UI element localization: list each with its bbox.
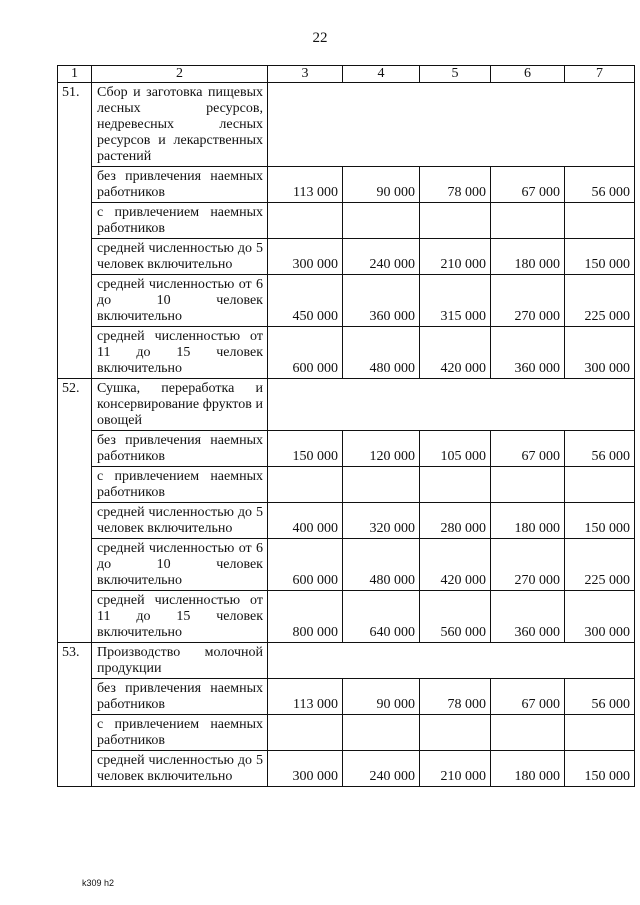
value-cell-col5 (420, 715, 491, 751)
activity-title: Производство молочной продукции (92, 643, 268, 679)
row-description: без привлечения наемных работников (92, 167, 268, 203)
value-cell-col7 (565, 467, 635, 503)
item-number: 52. (58, 379, 92, 643)
value-cell-col4: 240 000 (343, 239, 420, 275)
value-cell-col7: 150 000 (565, 239, 635, 275)
row-description: средней численностью от 11 до 15 человек включительно (92, 591, 268, 643)
row-description: без привлечения наемных работников (92, 679, 268, 715)
table-body (58, 83, 635, 787)
value-cell-col7: 225 000 (565, 275, 635, 327)
value-cell-col7: 56 000 (565, 679, 635, 715)
activity-title: Сушка, переработка и консервирование фруктов и овощей (92, 379, 268, 431)
value-cell-col6 (491, 715, 565, 751)
value-cell-col4 (343, 203, 420, 239)
column-header-7: 7 (565, 66, 635, 83)
value-cell-col7: 225 000 (565, 539, 635, 591)
value-cell-col4: 90 000 (343, 167, 420, 203)
value-cell-col5: 315 000 (420, 275, 491, 327)
value-cell-col7: 150 000 (565, 751, 635, 787)
value-cell-col6: 67 000 (491, 679, 565, 715)
title-value-area (268, 643, 635, 679)
column-header-4: 4 (343, 66, 420, 83)
item-number: 51. (58, 83, 92, 379)
value-cell-col5: 420 000 (420, 327, 491, 379)
column-number-row (58, 66, 635, 83)
value-cell-col6: 67 000 (491, 431, 565, 467)
column-header-6: 6 (491, 66, 565, 83)
activity-title: Сбор и заготовка пищевых лесных ресурсов, недревесных лесных ресурсов и лекарственных растений (92, 83, 268, 167)
table-row (58, 503, 635, 539)
value-cell-col6 (491, 203, 565, 239)
value-cell-col5 (420, 203, 491, 239)
title-value-area (268, 83, 635, 167)
value-cell-col3: 113 000 (268, 167, 343, 203)
table-row (58, 239, 635, 275)
value-cell-col6: 180 000 (491, 503, 565, 539)
value-cell-col4: 120 000 (343, 431, 420, 467)
group-title-row (58, 643, 635, 679)
table-row (58, 679, 635, 715)
value-cell-col5: 210 000 (420, 239, 491, 275)
row-description: средней численностью от 6 до 10 человек включительно (92, 539, 268, 591)
value-cell-col7: 300 000 (565, 327, 635, 379)
value-cell-col4: 480 000 (343, 327, 420, 379)
value-cell-col7: 150 000 (565, 503, 635, 539)
value-cell-col6 (491, 467, 565, 503)
value-cell-col5: 420 000 (420, 539, 491, 591)
value-cell-col3 (268, 715, 343, 751)
row-description: средней численностью до 5 человек включительно (92, 239, 268, 275)
value-cell-col5: 210 000 (420, 751, 491, 787)
row-description: средней численностью от 11 до 15 человек включительно (92, 327, 268, 379)
group-title-row (58, 379, 635, 431)
value-cell-col3: 800 000 (268, 591, 343, 643)
value-cell-col5: 560 000 (420, 591, 491, 643)
value-cell-col6: 180 000 (491, 751, 565, 787)
row-description: средней численностью от 6 до 10 человек включительно (92, 275, 268, 327)
value-cell-col4: 640 000 (343, 591, 420, 643)
value-cell-col3: 150 000 (268, 431, 343, 467)
table-row (58, 591, 635, 643)
row-description: с привлечением наемных работников (92, 715, 268, 751)
value-cell-col5: 280 000 (420, 503, 491, 539)
value-cell-col3: 300 000 (268, 751, 343, 787)
table-row (58, 203, 635, 239)
column-header-3: 3 (268, 66, 343, 83)
tariff-table-wrapper (57, 65, 634, 787)
row-description: с привлечением наемных работников (92, 467, 268, 503)
value-cell-col3: 400 000 (268, 503, 343, 539)
value-cell-col5: 105 000 (420, 431, 491, 467)
column-header-2: 2 (92, 66, 268, 83)
value-cell-col4: 240 000 (343, 751, 420, 787)
row-description: средней численностью до 5 человек включительно (92, 503, 268, 539)
table-row (58, 431, 635, 467)
document-code: k309 h2 (82, 878, 115, 888)
group-title-row (58, 83, 635, 167)
value-cell-col3: 113 000 (268, 679, 343, 715)
value-cell-col3: 600 000 (268, 327, 343, 379)
value-cell-col7 (565, 203, 635, 239)
value-cell-col5: 78 000 (420, 679, 491, 715)
value-cell-col3: 600 000 (268, 539, 343, 591)
row-description: с привлечением наемных работников (92, 203, 268, 239)
tariff-table (57, 65, 635, 787)
page-number: 22 (312, 30, 328, 46)
table-row (58, 327, 635, 379)
row-description: средней численностью до 5 человек включительно (92, 751, 268, 787)
row-description: без привлечения наемных работников (92, 431, 268, 467)
value-cell-col4 (343, 467, 420, 503)
value-cell-col6: 180 000 (491, 239, 565, 275)
value-cell-col3: 300 000 (268, 239, 343, 275)
table-row (58, 467, 635, 503)
value-cell-col6: 360 000 (491, 327, 565, 379)
value-cell-col5: 78 000 (420, 167, 491, 203)
item-number: 53. (58, 643, 92, 787)
value-cell-col3: 450 000 (268, 275, 343, 327)
table-row (58, 751, 635, 787)
column-header-5: 5 (420, 66, 491, 83)
table-row (58, 715, 635, 751)
value-cell-col4: 90 000 (343, 679, 420, 715)
column-header-1: 1 (58, 66, 92, 83)
value-cell-col3 (268, 203, 343, 239)
value-cell-col7: 56 000 (565, 167, 635, 203)
value-cell-col4: 320 000 (343, 503, 420, 539)
value-cell-col5 (420, 467, 491, 503)
value-cell-col3 (268, 467, 343, 503)
value-cell-col6: 67 000 (491, 167, 565, 203)
value-cell-col4 (343, 715, 420, 751)
table-row (58, 167, 635, 203)
value-cell-col6: 270 000 (491, 539, 565, 591)
value-cell-col4: 480 000 (343, 539, 420, 591)
value-cell-col6: 270 000 (491, 275, 565, 327)
value-cell-col7: 56 000 (565, 431, 635, 467)
title-value-area (268, 379, 635, 431)
table-row (58, 275, 635, 327)
value-cell-col6: 360 000 (491, 591, 565, 643)
table-row (58, 539, 635, 591)
value-cell-col7 (565, 715, 635, 751)
value-cell-col4: 360 000 (343, 275, 420, 327)
value-cell-col7: 300 000 (565, 591, 635, 643)
